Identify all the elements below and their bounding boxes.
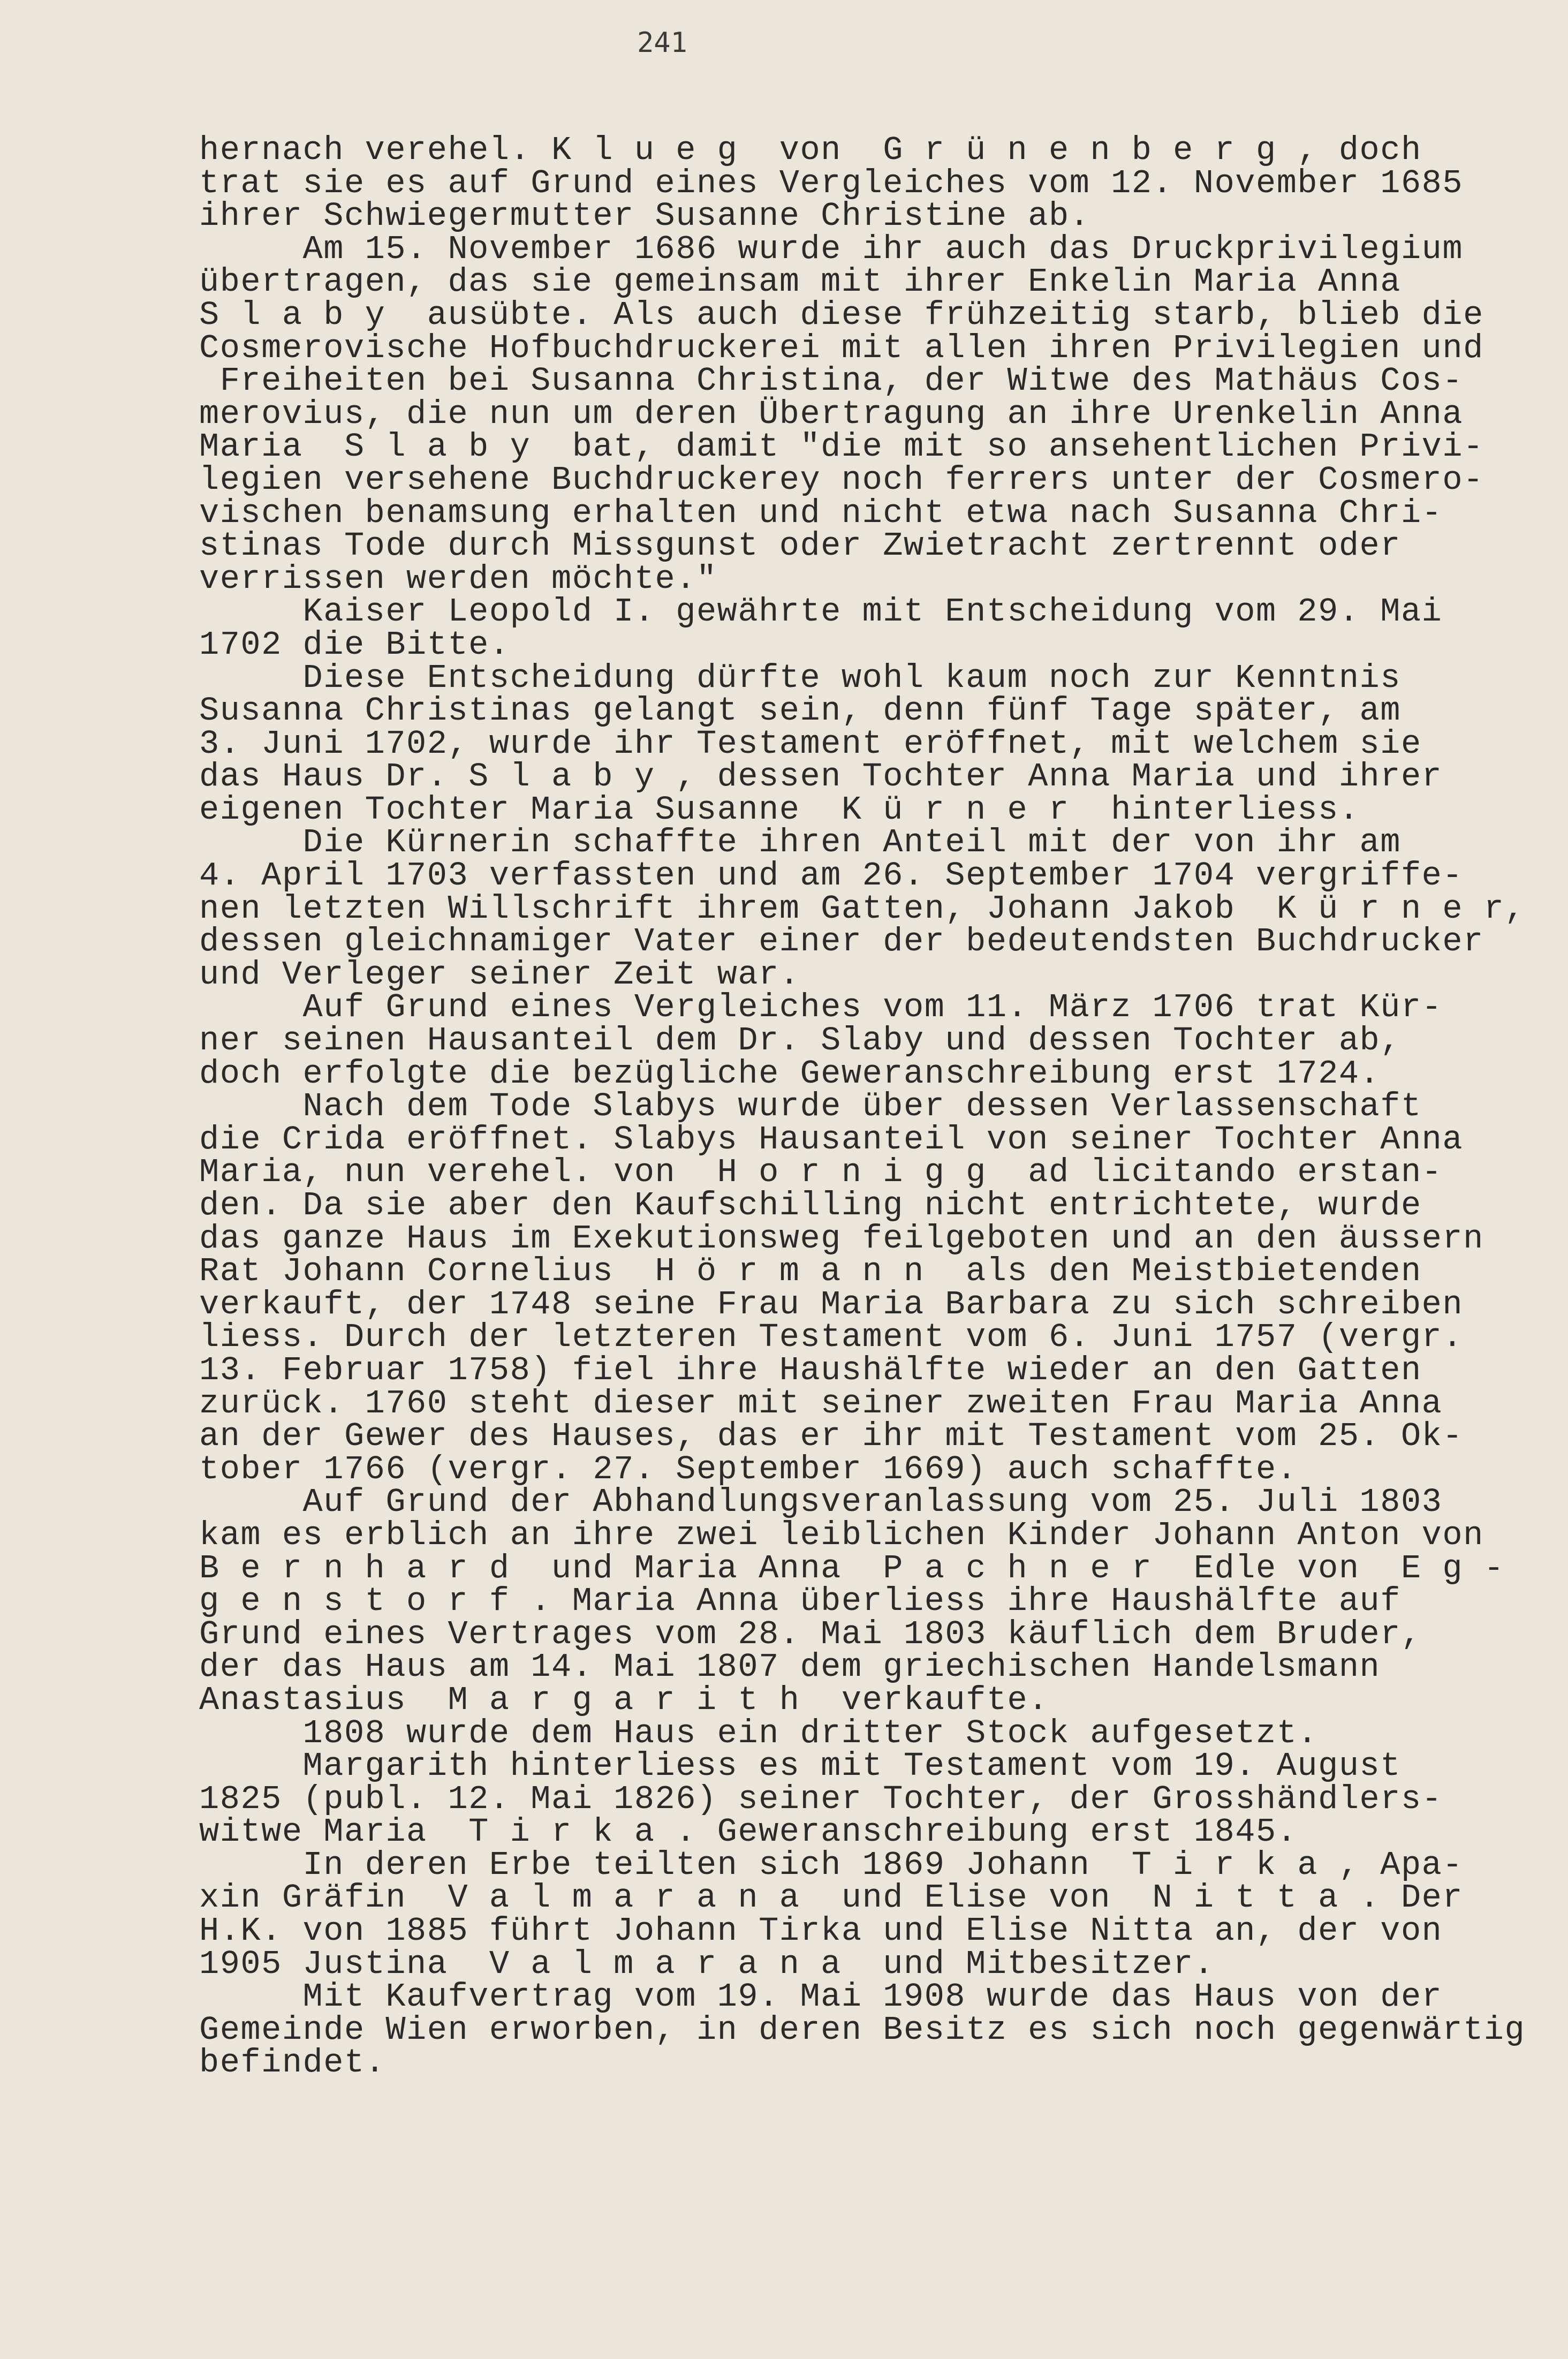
text-line: Nach dem Tode Slabys wurde über dessen Verlassenschaft <box>199 1087 1422 1126</box>
text-line: nen letzten Willschrift ihrem Gatten, Johann Jakob K ü r n e r, <box>199 889 1526 928</box>
text-line: und Verleger seiner Zeit war. <box>199 955 800 994</box>
text-line: trat sie es auf Grund eines Vergleiches vom 12. November 1685 <box>199 164 1464 202</box>
text-line: vischen benamsung erhalten und nicht etwa nach Susanna Chri- <box>199 494 1443 532</box>
text-line: ner seinen Hausanteil dem Dr. Slaby und dessen Tochter ab, <box>199 1022 1401 1060</box>
text-line: liess. Durch der letzteren Testament vom 6. Juni 1757 (vergr. <box>199 1318 1464 1357</box>
page-number: 241 <box>637 27 687 59</box>
text-line: Diese Entscheidung dürfte wohl kaum noch zur Kenntnis <box>199 659 1401 697</box>
text-line: Anastasius M a r g a r i t h verkaufte. <box>199 1681 1049 1719</box>
text-line: 1702 die Bitte. <box>199 625 510 664</box>
text-line: stinas Tode durch Missgunst oder Zwietracht zertrennt oder <box>199 527 1401 565</box>
text-line: In deren Erbe teilten sich 1869 Johann T i r k a , Apa- <box>199 1846 1464 1884</box>
text-line: das ganze Haus im Exekutionsweg feilgeboten und an den äussern <box>199 1219 1484 1258</box>
text-line: H.K. von 1885 führt Johann Tirka und Elise Nitta an, der von <box>199 1912 1443 1950</box>
text-line: 4. April 1703 verfassten und am 26. September 1704 vergriffe- <box>199 857 1464 895</box>
text-line: doch erfolgte die bezügliche Geweranschreibung erst 1724. <box>199 1054 1381 1093</box>
text-line: 1905 Justina V a l m a r a n a und Mitbesitzer. <box>199 1945 1215 1983</box>
text-line: zurück. 1760 steht dieser mit seiner zweiten Frau Maria Anna <box>199 1384 1443 1423</box>
text-line: Rat Johann Cornelius H ö r m a n n als den Meistbietenden <box>199 1252 1422 1291</box>
text-line: legien versehene Buchdruckerey noch ferrers unter der Cosmero- <box>199 460 1484 499</box>
text-line: das Haus Dr. S l a b y , dessen Tochter Anna Maria und ihrer <box>199 758 1443 796</box>
text-line: Grund eines Vertrages vom 28. Mai 1803 käuflich dem Bruder, <box>199 1615 1422 1653</box>
text-line: Auf Grund der Abhandlungsveranlassung vom 25. Juli 1803 <box>199 1483 1443 1522</box>
text-line: verkauft, der 1748 seine Frau Maria Barbara zu sich schreiben <box>199 1285 1464 1324</box>
text-line: g e n s t o r f . Maria Anna überliess ihre Haushälfte auf <box>199 1582 1401 1621</box>
text-line: den. Da sie aber den Kaufschilling nicht entrichtete, wurde <box>199 1186 1422 1224</box>
text-line: B e r n h a r d und Maria Anna P a c h n e r Edle von E g - <box>199 1549 1505 1587</box>
text-line: 1825 (publ. 12. Mai 1826) seiner Tochter, der Grosshändlers- <box>199 1780 1443 1818</box>
text-line: Freiheiten bei Susanna Christina, der Witwe des Mathäus Cos- <box>199 362 1464 400</box>
text-line: Auf Grund eines Vergleiches vom 11. März 1706 trat Kür- <box>199 988 1443 1027</box>
text-line: eigenen Tochter Maria Susanne K ü r n e r hinterliess. <box>199 790 1360 829</box>
text-line: Mit Kaufvertrag vom 19. Mai 1908 wurde das Haus von der <box>199 1978 1443 2016</box>
text-line: 3. Juni 1702, wurde ihr Testament eröffnet, mit welchem sie <box>199 724 1422 763</box>
text-line: Maria S l a b y bat, damit "die mit so ansehentlichen Privi- <box>199 428 1484 466</box>
text-line: 13. Februar 1758) fiel ihre Haushälfte wieder an den Gatten <box>199 1351 1422 1389</box>
text-line: befindet. <box>199 2044 386 2082</box>
text-line: merovius, die nun um deren Übertragung an ihre Urenkelin Anna <box>199 395 1464 433</box>
text-line: Gemeinde Wien erworben, in deren Besitz es sich noch gegenwärtig <box>199 2010 1526 2049</box>
text-line: kam es erblich an ihre zwei leiblichen Kinder Johann Anton von <box>199 1516 1484 1554</box>
text-line: Kaiser Leopold I. gewährte mit Entscheidung vom 29. Mai <box>199 593 1443 631</box>
text-line: ihrer Schwiegermutter Susanne Christine ab. <box>199 197 1090 236</box>
text-line: S l a b y ausübte. Als auch diese frühzeitig starb, blieb die <box>199 296 1484 334</box>
text-line: übertragen, das sie gemeinsam mit ihrer Enkelin Maria Anna <box>199 263 1401 301</box>
body-text <box>199 131 1527 2082</box>
text-line: Cosmerovische Hofbuchdruckerei mit allen ihren Privilegien und <box>199 329 1484 367</box>
text-line: verrissen werden möchte." <box>199 559 717 598</box>
text-line: 1808 wurde dem Haus ein dritter Stock aufgesetzt. <box>199 1714 1319 1752</box>
text-line: tober 1766 (vergr. 27. September 1669) auch schaffte. <box>199 1450 1298 1488</box>
text-line: der das Haus am 14. Mai 1807 dem griechischen Handelsmann <box>199 1648 1381 1687</box>
text-line: an der Gewer des Hauses, das er ihr mit Testament vom 25. Ok- <box>199 1417 1464 1456</box>
text-line: Margarith hinterliess es mit Testament vom 19. August <box>199 1747 1401 1786</box>
text-line: Susanna Christinas gelangt sein, denn fünf Tage später, am <box>199 692 1401 730</box>
text-line: dessen gleichnamiger Vater einer der bedeutendsten Buchdrucker <box>199 923 1484 961</box>
text-line: Am 15. November 1686 wurde ihr auch das Druckprivilegium <box>199 230 1464 268</box>
text-line: Maria, nun verehel. von H o r n i g g ad licitando erstan- <box>199 1153 1443 1192</box>
text-line: xin Gräfin V a l m a r a n a und Elise von N i t t a . Der <box>199 1879 1464 1917</box>
text-line: Die Kürnerin schaffte ihren Anteil mit der von ihr am <box>199 823 1401 862</box>
text-line: witwe Maria T i r k a . Geweranschreibung erst 1845. <box>199 1813 1298 1851</box>
text-line: die Crida eröffnet. Slabys Hausanteil von seiner Tochter Anna <box>199 1120 1464 1159</box>
text-line: hernach verehel. K l u e g von G r ü n e n b e r g , doch <box>199 131 1422 169</box>
